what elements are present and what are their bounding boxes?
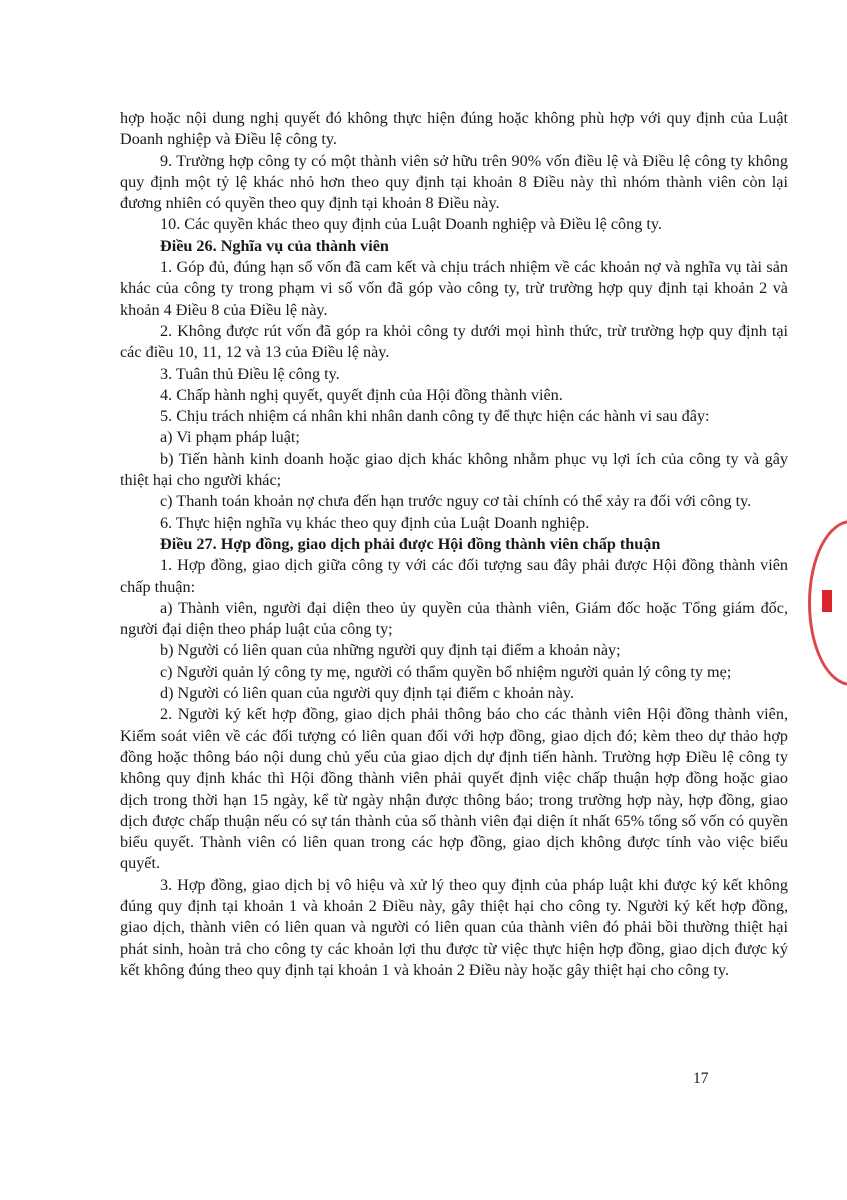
- article-27-heading: Điều 27. Hợp đồng, giao dịch phải được Hội đồng thành viên chấp thuận: [160, 534, 661, 553]
- article-26-clause-5b: b) Tiến hành kinh doanh hoặc giao dịch khác không nhằm phục vụ lợi ích của công ty và gây thiệt hại cho người khác;: [120, 449, 788, 490]
- article-27-clause-2: 2. Người ký kết hợp đồng, giao dịch phải thông báo cho các thành viên Hội đồng thành viên, Kiểm soát viên về các đối tượng có liên quan đối với hợp đồng, giao dịch đó; kèm theo dự thảo hợp đồng hoặc thông báo nội dung chủ yếu của giao dịch dự định tiến hành. Trường hợp Điều lệ công ty không quy định khác thì Hội đồng thành viên phải quyết định việc chấp thuận hợp đồng hoặc giao dịch trong thời hạn 15 ngày, kể từ ngày nhận được thông báo; trong trường hợp này, hợp đồng, giao dịch được chấp thuận nếu có sự tán thành của số thành viên đại diện ít nhất 65% tổng số vốn có quyền biểu quyết. Thành viên có liên quan trong các hợp đồng, giao dịch không được tính vào việc biểu quyết.: [120, 705, 788, 873]
- article-26-clause-3: 3. Tuân thủ Điều lệ công ty.: [160, 364, 340, 383]
- article-26-clause-5a: a) Vi phạm pháp luật;: [160, 428, 300, 447]
- document-body: [120, 108, 788, 981]
- article-26-clause-5: 5. Chịu trách nhiệm cá nhân khi nhân danh công ty để thực hiện các hành vi sau đây:: [160, 407, 710, 426]
- paragraph-continuation: hợp hoặc nội dung nghị quyết đó không thực hiện đúng hoặc không phù hợp với quy định của Luật Doanh nghiệp và Điều lệ công ty.: [120, 109, 788, 149]
- article-26-heading: Điều 26. Nghĩa vụ của thành viên: [160, 236, 389, 255]
- article-27-clause-3: 3. Hợp đồng, giao dịch bị vô hiệu và xử lý theo quy định của pháp luật khi được ký kết không đúng quy định tại khoản 1 và khoản 2 Điều này, gây thiệt hại cho công ty. Người ký kết hợp đồng, giao dịch, thành viên có liên quan và người có liên quan của thành viên đó phải bồi thường thiệt hại phát sinh, hoàn trả cho công ty các khoản lợi thu được từ việc thực hiện hợp đồng, giao dịch được ký kết không đúng theo quy định tại khoản 1 và khoản 2 Điều này hoặc gây thiệt hại cho công ty.: [120, 875, 788, 979]
- article-26-clause-4: 4. Chấp hành nghị quyết, quyết định của Hội đồng thành viên.: [160, 385, 563, 404]
- clause-9: 9. Trường hợp công ty có một thành viên sở hữu trên 90% vốn điều lệ và Điều lệ công ty không quy định một tỷ lệ khác nhỏ hơn theo quy định tại khoản 8 Điều này thì nhóm thành viên còn lại đương nhiên có quyền theo quy định tại khoản 8 Điều này.: [120, 151, 788, 213]
- red-seal-stamp-mark: [822, 590, 832, 612]
- article-26-clause-5c: c) Thanh toán khoản nợ chưa đến hạn trước nguy cơ tài chính có thể xảy ra đối với công ty.: [160, 492, 752, 511]
- article-26-clause-2: 2. Không được rút vốn đã góp ra khỏi công ty dưới mọi hình thức, trừ trường hợp quy định tại các điều 10, 11, 12 và 13 của Điều lệ này.: [120, 321, 788, 362]
- article-27-clause-1b: b) Người có liên quan của những người quy định tại điểm a khoản này;: [160, 641, 621, 660]
- page-number: 17: [693, 1070, 709, 1087]
- article-27-clause-1c: c) Người quản lý công ty mẹ, người có thẩm quyền bổ nhiệm người quản lý công ty mẹ;: [160, 662, 732, 681]
- article-27-clause-1: 1. Hợp đồng, giao dịch giữa công ty với các đối tượng sau đây phải được Hội đồng thành viên chấp thuận:: [120, 556, 788, 596]
- article-27-clause-1d: d) Người có liên quan của người quy định tại điểm c khoản này.: [160, 684, 574, 703]
- clause-10: 10. Các quyền khác theo quy định của Luật Doanh nghiệp và Điều lệ công ty.: [160, 215, 662, 234]
- article-26-clause-1: 1. Góp đủ, đúng hạn số vốn đã cam kết và chịu trách nhiệm về các khoản nợ và nghĩa vụ tài sản khác của công ty trong phạm vi số vốn đã góp vào công ty, trừ trường hợp quy định tại khoản 2 và khoản 4 Điều 8 của Điều lệ này.: [120, 258, 788, 319]
- article-27-clause-1a: a) Thành viên, người đại diện theo ủy quyền của thành viên, Giám đốc hoặc Tổng giám đốc, người đại diện theo pháp luật của công ty;: [120, 598, 788, 639]
- article-26-clause-6: 6. Thực hiện nghĩa vụ khác theo quy định của Luật Doanh nghiệp.: [160, 513, 590, 532]
